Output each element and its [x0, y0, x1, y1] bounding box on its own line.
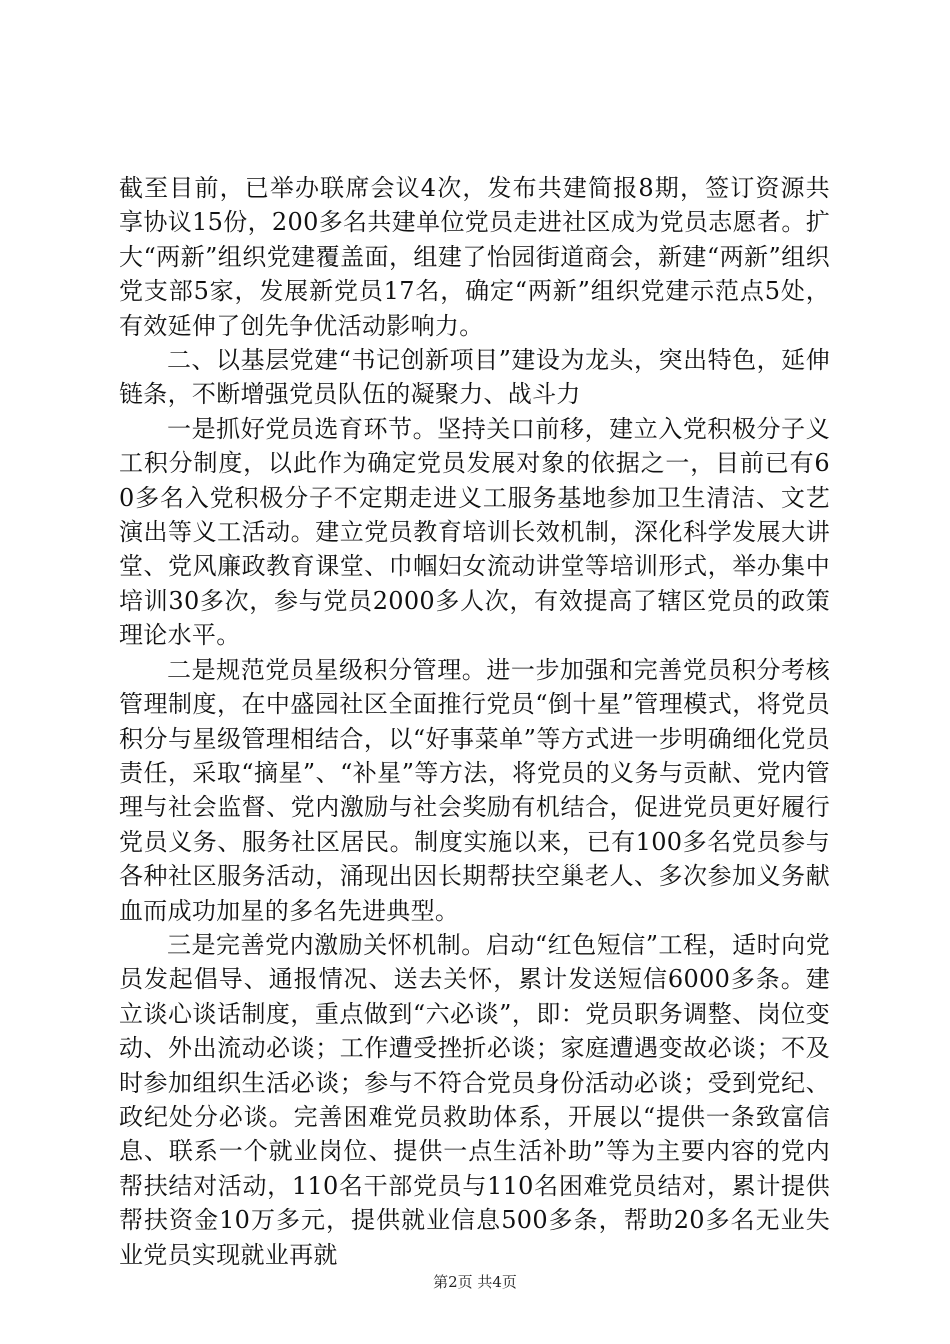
page-number-footer: 第2页 共4页: [433, 1273, 517, 1291]
document-body: [119, 171, 830, 1272]
paragraph-star-points: 二是规范党员星级积分管理。进一步加强和完善党员积分考核管理制度，在中盛园社区全面推行党员“倒十星”管理模式，将党员积分与星级管理相结合，以“好事菜单”等方式进一步明确细化党员责任，采取“摘星”、“补星”等方法，将党员的义务与贡献、党内管理与社会监督、党内激励与社会奖励有机结合，促进党员更好履行党员义务、服务社区居民。制度实施以来，已有100多名党员参与各种社区服务活动，涌现出因长期帮扶空巢老人、多次参加义务献血而成功加星的多名先进典型。: [119, 655, 830, 925]
paragraph-member-selection: 一是抓好党员选育环节。坚持关口前移，建立入党积极分子义工积分制度，以此作为确定党员发展对象的依据之一，目前已有60多名入党积极分子不定期走进义工服务基地参加卫生清洁、文艺演出等义工活动。建立党员教育培训长效机制，深化科学发展大讲堂、党风廉政教育课堂、巾帼妇女流动讲堂等培训形式，举办集中培训30多次，参与党员2000多人次，有效提高了辖区党员的政策理论水平。: [119, 414, 830, 650]
paragraph-continuation: 截至目前，已举办联席会议4次，发布共建简报8期，签订资源共享协议15份，200多名共建单位党员走进社区成为党员志愿者。扩大“两新”组织党建覆盖面，组建了怡园街道商会，新建“两新”组织党支部5家，发展新党员17名，确定“两新”组织党建示范点5处，有效延伸了创先争优活动影响力。: [119, 174, 830, 340]
paragraph-incentive-care: 三是完善党内激励关怀机制。启动“红色短信”工程，适时向党员发起倡导、通报情况、送去关怀，累计发送短信6000多条。建立谈心谈话制度，重点做到“六必谈”，即：党员职务调整、岗位变动、外出流动必谈；工作遭受挫折必谈；家庭遭遇变故必谈；不及时参加组织生活必谈；参与不符合党员身份活动必谈；受到党纪、政纪处分必谈。完善困难党员救助体系，开展以“提供一条致富信息、联系一个就业岗位、提供一点生活补助”等为主要内容的党内帮扶结对活动，110名干部党员与110名困难党员结对，累计提供帮扶资金10万多元，提供就业信息500多条，帮助20多名无业失业党员实现就业再就: [119, 930, 830, 1269]
section-heading: 二、以基层党建“书记创新项目”建设为龙头，突出特色，延伸链条，不断增强党员队伍的凝聚力、战斗力: [119, 346, 830, 409]
